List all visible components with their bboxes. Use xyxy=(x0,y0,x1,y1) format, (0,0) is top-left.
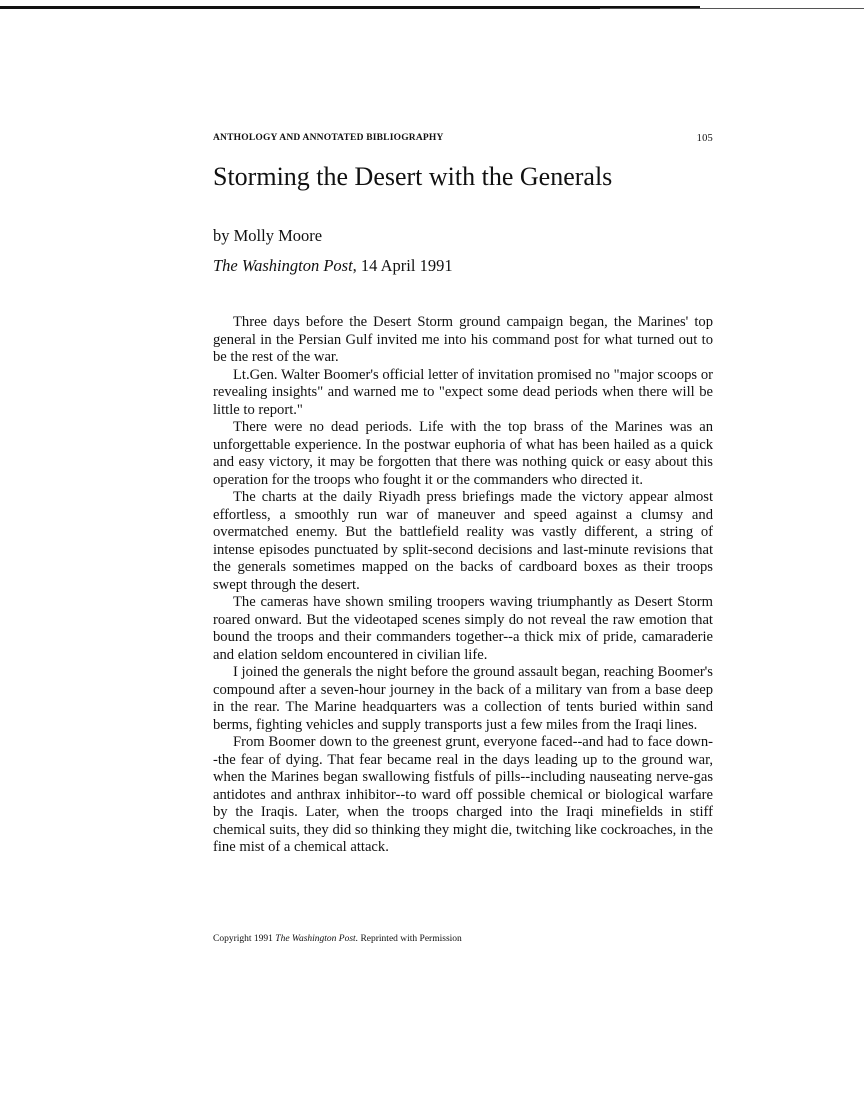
article-title: Storming the Desert with the Generals xyxy=(213,162,613,191)
paragraph: I joined the generals the night before the ground assault began, reaching Boomer's compound after a seven-hour journey in the back of a military van from a base deep in the rear. The Marine headquarters was a collection of tents buried within sand berms, fighting vehicles and supply transports just a few miles from the Iraqi lines. xyxy=(213,664,713,733)
paragraph: Three days before the Desert Storm ground campaign began, the Marines' top general in the Persian Gulf invited me into his command post for what turned out to be the rest of the war. xyxy=(213,314,713,365)
source-line xyxy=(213,256,453,276)
paragraph: The charts at the daily Riyadh press briefings made the victory appear almost effortless, a smoothly run war of maneuver and speed against a clumsy and overmatched enemy. But the battlefield reality was vastly different, a string of intense episodes punctuated by split-second decisions and last-minute revisions that the generals sometimes mapped on the backs of cardboard boxes as their troops swept through the desert. xyxy=(213,489,713,593)
copyright-suffix: Reprinted with Permission xyxy=(358,934,462,944)
copyright-notice xyxy=(213,934,462,944)
source-date: , 14 April 1991 xyxy=(352,256,453,275)
paragraph: There were no dead periods. Life with the top brass of the Marines was an unforgettable experience. In the postwar euphoria of what has been hailed as a quick and easy victory, it may be forgotten that there was nothing quick or easy about this operation for the troops who fought it or the commanders who directed it. xyxy=(213,419,713,488)
copyright-publication: The Washington Post. xyxy=(275,934,359,944)
article-body xyxy=(213,314,713,857)
paragraph: The cameras have shown smiling troopers waving triumphantly as Desert Storm roared onward. But the videotaped scenes simply do not reveal the raw emotion that bound the troops and their commanders together--a thick mix of pride, camaraderie and elation seldom encountered in civilian life. xyxy=(213,594,713,663)
scan-edge-line xyxy=(0,6,700,9)
paragraph: From Boomer down to the greenest grunt, everyone faced--and had to face down--the fear of dying. That fear became real in the days leading up to the ground war, when the Marines began swallowing fistfuls of pills--including nauseating nerve-gas antidotes and anthrax inhibitor--to ward off possible chemical or biological warfare by the Iraqis. Later, when the troops charged into the Iraqi minefields in stiff chemical suits, they did so thinking they might die, twitching like cockroaches, in the fine mist of a chemical attack. xyxy=(213,734,713,855)
running-header-section: ANTHOLOGY AND ANNOTATED BIBLIOGRAPHY xyxy=(213,133,444,143)
page-number: 105 xyxy=(696,133,713,144)
source-publication: The Washington Post xyxy=(213,256,353,275)
scan-edge-line-thin xyxy=(600,8,864,9)
running-header xyxy=(213,133,713,144)
byline: by Molly Moore xyxy=(213,226,323,245)
paragraph: Lt.Gen. Walter Boomer's official letter of invitation promised no "major scoops or revealing insights" and warned me to "expect some dead periods when there will be little to report." xyxy=(213,366,713,418)
copyright-prefix: Copyright 1991 xyxy=(213,934,276,944)
